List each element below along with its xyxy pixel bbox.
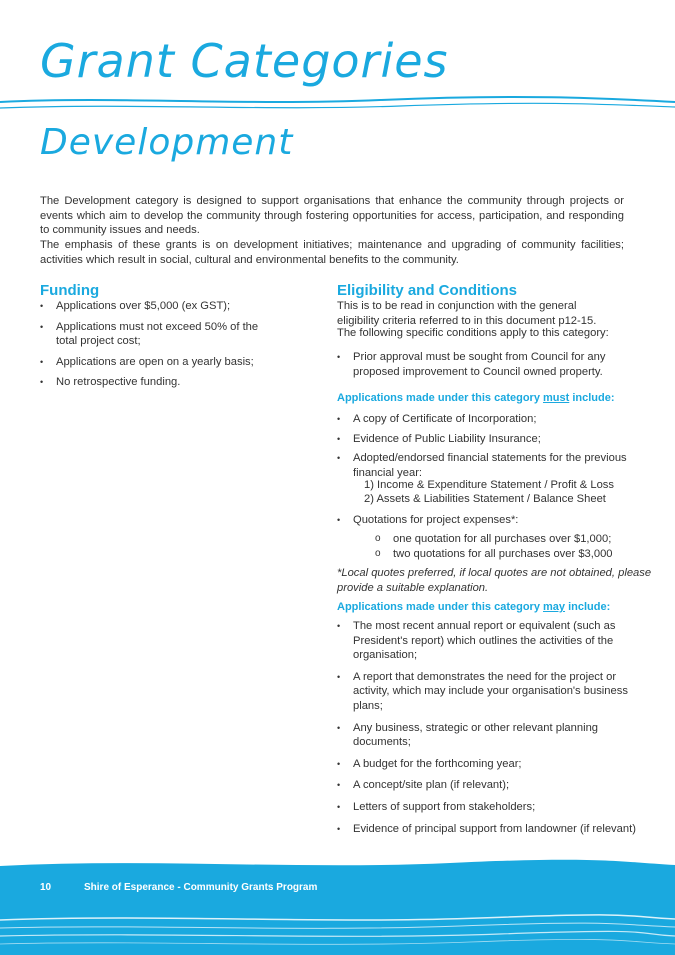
list-item: • Applications are open on a yearly basis; xyxy=(40,355,272,370)
must-include-list xyxy=(337,412,637,480)
list-item: • Applications must not exceed 50% of the total project cost; xyxy=(40,320,272,349)
local-quotes-note: *Local quotes preferred, if local quotes are not obtained, please provide a suitable explanation. xyxy=(337,567,652,594)
statement-line: 1) Income & Expenditure Statement / Profit & Loss xyxy=(364,479,614,491)
conditions-list xyxy=(337,350,627,379)
may-include-heading xyxy=(337,601,610,613)
quotations-sublist xyxy=(375,532,635,561)
quotations-list xyxy=(337,513,637,528)
subhead-prefix: Applications made under this category xyxy=(337,392,543,404)
list-item: • Letters of support from stakeholders; xyxy=(337,800,637,815)
list-item: • Prior approval must be sought from Council for any proposed improvement to Council owned property. xyxy=(337,350,627,379)
may-include-list xyxy=(337,619,637,836)
list-item: • Applications over $5,000 (ex GST); xyxy=(40,299,272,314)
eligibility-intro-2: The following specific conditions apply to this category: xyxy=(337,327,609,339)
intro-paragraph-1: The Development category is designed to support organisations that enhance the community through projects or events which aim to develop the community through fostering opportunities for access, participation, and responding to community issues and needs. xyxy=(40,195,624,237)
list-item: • A budget for the forthcoming year; xyxy=(337,757,637,772)
title-underline-wave xyxy=(0,92,675,116)
sub-list-item: o one quotation for all purchases over $1,000; xyxy=(375,532,635,547)
list-item: • Any business, strategic or other relevant planning documents; xyxy=(337,721,637,750)
funding-list xyxy=(40,299,272,390)
list-item: • Adopted/endorsed financial statements for the previous financial year: xyxy=(337,451,637,480)
list-item: • Quotations for project expenses*: xyxy=(337,513,637,528)
list-item: • No retrospective funding. xyxy=(40,375,272,390)
page-title: Grant Categories xyxy=(40,34,449,88)
page-number: 10 xyxy=(40,882,52,893)
footer-band xyxy=(0,858,675,955)
list-item: • Evidence of principal support from landowner (if relevant) xyxy=(337,822,637,837)
list-item: • Evidence of Public Liability Insurance; xyxy=(337,432,637,447)
subhead-keyword: must xyxy=(543,392,570,404)
eligibility-intro: This is to be read in conjunction with the general eligibility criteria referred to in this document p12-15. xyxy=(337,300,597,327)
funding-heading: Funding xyxy=(40,282,100,299)
list-item: • A concept/site plan (if relevant); xyxy=(337,778,637,793)
sub-list-item: o two quotations for all purchases over $3,000 xyxy=(375,547,635,562)
subhead-prefix: Applications made under this category xyxy=(337,601,543,613)
section-title: Development xyxy=(40,122,294,163)
must-include-heading xyxy=(337,392,615,404)
subhead-suffix: include: xyxy=(569,392,615,404)
subhead-suffix: include: xyxy=(565,601,611,613)
statement-line: 2) Assets & Liabilities Statement / Balance Sheet xyxy=(364,493,606,505)
subhead-keyword: may xyxy=(543,601,566,613)
list-item: • A report that demonstrates the need for the project or activity, which may include your organisation's business plans; xyxy=(337,670,637,714)
intro-paragraph-2: The emphasis of these grants is on development initiatives; maintenance and upgrading of community facilities; activities which result in social, cultural and environmental benefits to the community. xyxy=(40,239,624,266)
eligibility-heading: Eligibility and Conditions xyxy=(337,282,517,299)
footer-title: Shire of Esperance - Community Grants Program xyxy=(84,882,318,893)
list-item: • The most recent annual report or equivalent (such as President's report) which outlines the activities of the organisation; xyxy=(337,619,637,663)
list-item: • A copy of Certificate of Incorporation; xyxy=(337,412,637,427)
